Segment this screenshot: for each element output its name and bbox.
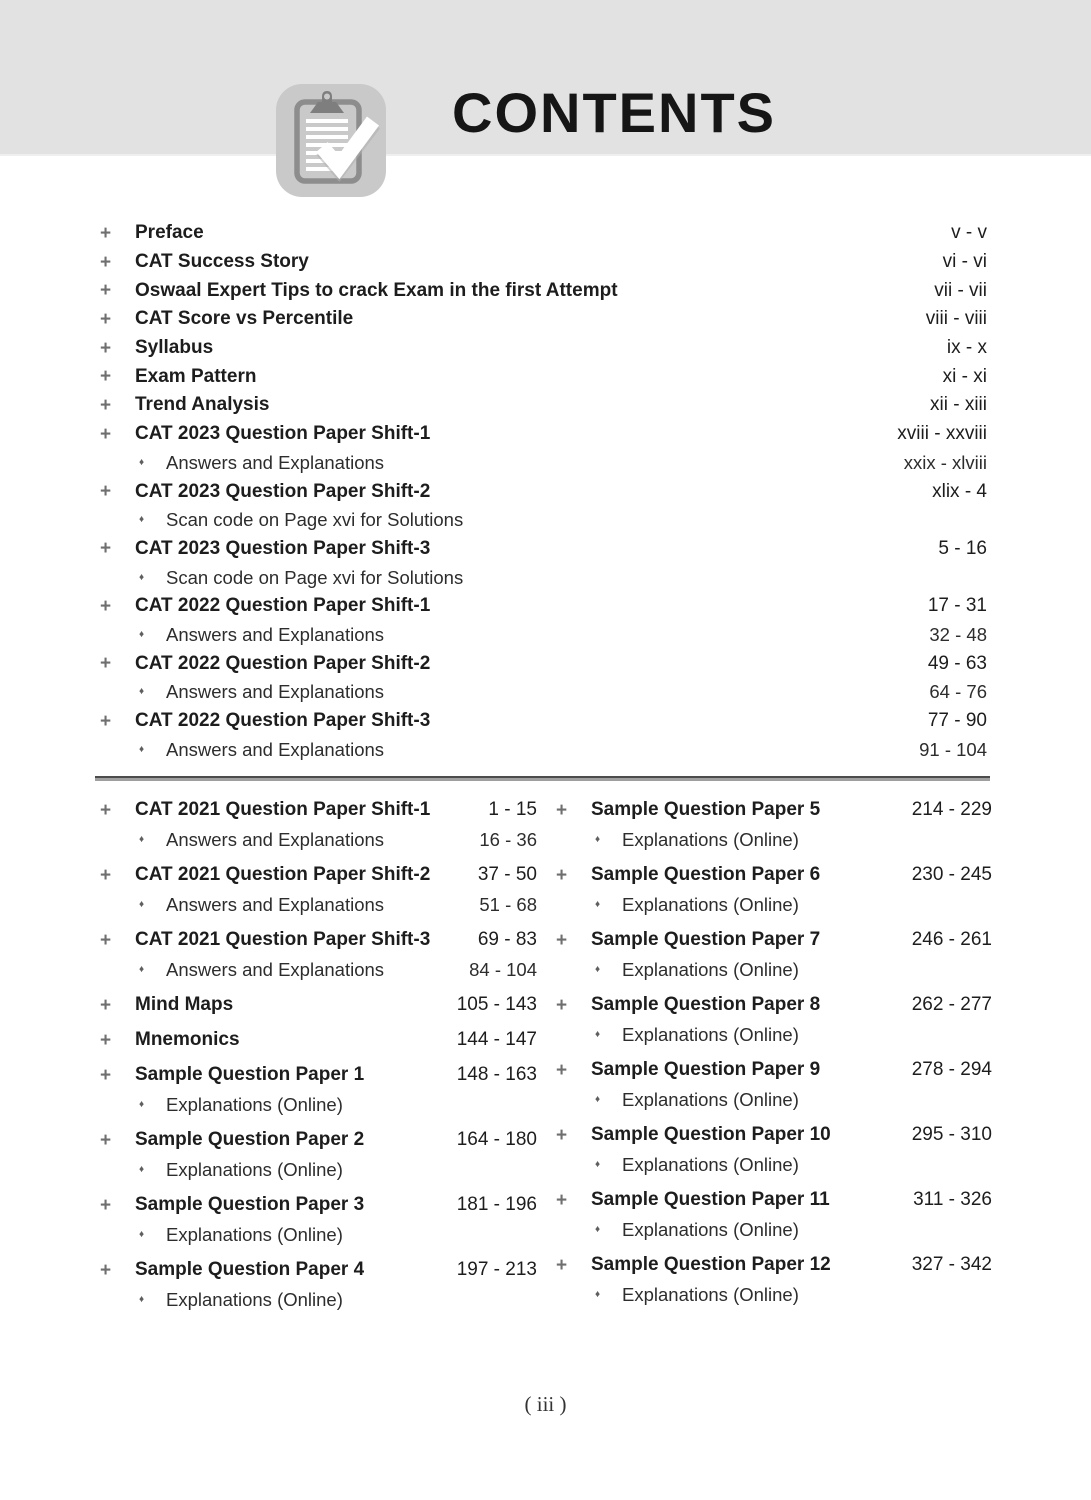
- toc-subentry: [100, 735, 987, 764]
- toc-subentry: [556, 825, 992, 855]
- entry-pages: 1 - 15: [488, 799, 537, 820]
- toc-entry: [100, 535, 987, 564]
- entry-label: Explanations (Online): [622, 829, 799, 850]
- entry-label: Explanations (Online): [622, 1089, 799, 1110]
- toc-entry: [100, 477, 987, 506]
- plus-bullet-icon: +: [100, 308, 112, 330]
- plus-bullet-icon: +: [100, 929, 112, 951]
- toc-entry: [556, 925, 992, 955]
- diamond-bullet-icon: ♦: [595, 1289, 601, 1300]
- entry-label: Sample Question Paper 7: [591, 929, 821, 950]
- toc-entry: [556, 1055, 992, 1085]
- plus-bullet-icon: +: [100, 653, 112, 675]
- entry-pages: 69 - 83: [477, 929, 537, 950]
- toc-entry: [100, 276, 987, 305]
- plus-bullet-icon: +: [100, 994, 112, 1016]
- diamond-bullet-icon: ♦: [595, 1159, 601, 1170]
- entry-label: Sample Question Paper 4: [135, 1259, 365, 1280]
- entry-label: CAT Success Story: [135, 251, 309, 273]
- diamond-bullet-icon: ♦: [139, 514, 145, 526]
- plus-bullet-icon: +: [100, 423, 112, 445]
- diamond-bullet-icon: ♦: [595, 834, 601, 845]
- diamond-bullet-icon: ♦: [595, 1029, 601, 1040]
- entry-label: Sample Question Paper 9: [591, 1059, 821, 1080]
- entry-pages: 230 - 245: [911, 864, 992, 885]
- toc-subentry: [556, 1085, 992, 1115]
- diamond-bullet-icon: ♦: [139, 1164, 145, 1175]
- toc-entry: [556, 795, 992, 825]
- entry-label: Syllabus: [135, 337, 214, 359]
- entry-pages: 64 - 76: [929, 681, 987, 703]
- toc-entry: [556, 1120, 992, 1150]
- entry-label: Answers and Explanations: [166, 681, 385, 703]
- entry-label: Trend Analysis: [135, 394, 270, 416]
- entry-pages: 51 - 68: [479, 894, 537, 915]
- entry-pages: 144 - 147: [456, 1029, 537, 1050]
- toc-entry: [100, 420, 987, 449]
- diamond-bullet-icon: ♦: [139, 628, 145, 640]
- toc-right-column: [556, 795, 992, 1320]
- toc-subentry: [100, 890, 537, 920]
- entry-label: CAT 2022 Question Paper Shift-2: [135, 652, 431, 674]
- entry-pages: vi - vi: [942, 251, 987, 273]
- toc-entry: [100, 334, 987, 363]
- toc-subentry: [556, 890, 992, 920]
- entry-label: Explanations (Online): [622, 1024, 799, 1045]
- entry-label: Mind Maps: [135, 994, 234, 1015]
- entry-label: Sample Question Paper 10: [591, 1124, 831, 1145]
- toc-entry: [556, 860, 992, 890]
- entry-pages: 16 - 36: [479, 829, 537, 850]
- toc-subentry: [556, 1280, 992, 1310]
- plus-bullet-icon: +: [100, 710, 112, 732]
- toc-group: [556, 990, 992, 1050]
- entry-label: Explanations (Online): [166, 1289, 343, 1310]
- toc-subentry: [100, 955, 537, 985]
- toc-group: [556, 795, 992, 855]
- entry-label: Explanations (Online): [622, 1154, 799, 1175]
- entry-label: Explanations (Online): [622, 894, 799, 915]
- toc-entry: [556, 1250, 992, 1280]
- toc-subentry: [556, 955, 992, 985]
- entry-pages: ix - x: [946, 337, 987, 359]
- entry-label: Explanations (Online): [166, 1159, 343, 1180]
- entry-pages: 327 - 342: [911, 1254, 992, 1275]
- toc-subentry: [100, 1220, 537, 1250]
- entry-label: Explanations (Online): [166, 1224, 343, 1245]
- entry-label: CAT Score vs Percentile: [135, 308, 354, 330]
- entry-pages: v - v: [951, 222, 987, 244]
- toc-group: [100, 1060, 537, 1120]
- plus-bullet-icon: +: [100, 864, 112, 886]
- entry-pages: xviii - xxviii: [897, 423, 987, 445]
- toc-group: [100, 990, 537, 1020]
- plus-bullet-icon: +: [556, 864, 568, 886]
- toc-group: [100, 860, 537, 920]
- entry-pages: 17 - 31: [927, 595, 987, 617]
- entry-pages: xii - xiii: [930, 394, 987, 416]
- toc-subentry: [100, 621, 987, 650]
- entry-pages: 214 - 229: [911, 799, 992, 820]
- toc-entry: [100, 1060, 537, 1090]
- entry-label: Explanations (Online): [622, 1219, 799, 1240]
- entry-label: Explanations (Online): [622, 1284, 799, 1305]
- diamond-bullet-icon: ♦: [139, 743, 145, 755]
- toc-entry: [100, 219, 987, 248]
- entry-pages: viii - viii: [925, 308, 987, 330]
- toc-subentry: [100, 506, 987, 535]
- entry-label: Answers and Explanations: [166, 451, 385, 473]
- diamond-bullet-icon: ♦: [139, 686, 145, 698]
- entry-label: Mnemonics: [135, 1029, 240, 1050]
- entry-label: CAT 2021 Question Paper Shift-1: [135, 799, 431, 820]
- toc-entry: [556, 1185, 992, 1215]
- plus-bullet-icon: +: [100, 799, 112, 821]
- toc-group: [556, 1120, 992, 1180]
- diamond-bullet-icon: ♦: [139, 1294, 145, 1305]
- toc-entry: [100, 1125, 537, 1155]
- entry-pages: 311 - 326: [913, 1189, 992, 1210]
- entry-pages: 278 - 294: [911, 1059, 992, 1080]
- entry-label: CAT 2021 Question Paper Shift-3: [135, 929, 431, 950]
- entry-pages: 197 - 213: [456, 1259, 537, 1280]
- diamond-bullet-icon: ♦: [595, 1224, 601, 1235]
- toc-entry: [100, 362, 987, 391]
- clipboard-check-icon: [276, 84, 386, 197]
- entry-pages: 77 - 90: [927, 710, 987, 732]
- plus-bullet-icon: +: [556, 929, 568, 951]
- toc-group: [100, 1255, 537, 1315]
- toc-group: [100, 1025, 537, 1055]
- toc-entry: [100, 795, 537, 825]
- entry-label: Sample Question Paper 6: [591, 864, 821, 885]
- plus-bullet-icon: +: [100, 1129, 112, 1151]
- toc-subentry: [100, 1090, 537, 1120]
- toc-group: [100, 925, 537, 985]
- entry-pages: 148 - 163: [456, 1064, 537, 1085]
- entry-label: Sample Question Paper 8: [591, 994, 821, 1015]
- entry-label: CAT 2021 Question Paper Shift-2: [135, 864, 431, 885]
- plus-bullet-icon: +: [100, 1194, 112, 1216]
- entry-label: Explanations (Online): [166, 1094, 343, 1115]
- entry-pages: 295 - 310: [911, 1124, 992, 1145]
- toc-entry: [100, 305, 987, 334]
- toc-two-column-section: [100, 795, 992, 1320]
- entry-pages: vii - vii: [934, 279, 987, 301]
- diamond-bullet-icon: ♦: [595, 964, 601, 975]
- plus-bullet-icon: +: [100, 394, 112, 416]
- toc-entry: [100, 248, 987, 277]
- toc-subentry: [556, 1020, 992, 1050]
- diamond-bullet-icon: ♦: [139, 899, 145, 910]
- toc-subentry: [100, 825, 537, 855]
- toc-entry: [100, 649, 987, 678]
- page-title: CONTENTS: [452, 81, 776, 144]
- toc-group: [556, 860, 992, 920]
- plus-bullet-icon: +: [100, 366, 112, 388]
- entry-label: Answers and Explanations: [166, 623, 385, 645]
- entry-pages: 91 - 104: [919, 738, 987, 760]
- plus-bullet-icon: +: [556, 799, 568, 821]
- entry-pages: 164 - 180: [456, 1129, 537, 1150]
- plus-bullet-icon: +: [100, 595, 112, 617]
- entry-label: Exam Pattern: [135, 365, 257, 387]
- entry-label: Answers and Explanations: [166, 738, 385, 760]
- plus-bullet-icon: +: [556, 1189, 568, 1211]
- toc-entry: [556, 990, 992, 1020]
- entry-pages: 5 - 16: [938, 537, 987, 559]
- entry-label: Sample Question Paper 2: [135, 1129, 365, 1150]
- plus-bullet-icon: +: [556, 1254, 568, 1276]
- entry-label: Sample Question Paper 12: [591, 1254, 831, 1275]
- entry-label: CAT 2023 Question Paper Shift-3: [135, 537, 431, 559]
- entry-label: CAT 2023 Question Paper Shift-2: [135, 480, 431, 502]
- section-divider: [95, 776, 990, 781]
- toc-subentry: [100, 1155, 537, 1185]
- toc-entry: [100, 391, 987, 420]
- entry-label: CAT 2022 Question Paper Shift-3: [135, 710, 431, 732]
- entry-label: Preface: [135, 222, 204, 244]
- diamond-bullet-icon: ♦: [595, 899, 601, 910]
- toc-subentry: [100, 678, 987, 707]
- entry-label: CAT 2022 Question Paper Shift-1: [135, 595, 431, 617]
- toc-left-column: [100, 795, 537, 1320]
- entry-label: CAT 2023 Question Paper Shift-1: [135, 423, 431, 445]
- entry-label: Answers and Explanations: [166, 829, 385, 850]
- entry-label: Explanations (Online): [622, 959, 799, 980]
- entry-pages: xxix - xlviii: [903, 451, 987, 473]
- plus-bullet-icon: +: [556, 994, 568, 1016]
- toc-group: [100, 795, 537, 855]
- page-number-footer: ( iii ): [524, 1392, 567, 1416]
- entry-label: Sample Question Paper 3: [135, 1194, 365, 1215]
- toc-entry: [100, 990, 537, 1020]
- toc-group: [556, 1250, 992, 1310]
- entry-label: Oswaal Expert Tips to crack Exam in the first Attempt: [135, 279, 618, 301]
- entry-label: Answers and Explanations: [166, 959, 385, 980]
- toc-entry: [100, 1190, 537, 1220]
- entry-pages: 37 - 50: [477, 864, 537, 885]
- entry-pages: 105 - 143: [456, 994, 537, 1015]
- plus-bullet-icon: +: [556, 1124, 568, 1146]
- entry-pages: 181 - 196: [456, 1194, 537, 1215]
- entry-pages: 32 - 48: [929, 623, 987, 645]
- toc-group: [556, 925, 992, 985]
- toc-group: [556, 1185, 992, 1245]
- entry-label: Sample Question Paper 11: [591, 1189, 830, 1210]
- entry-pages: xi - xi: [942, 365, 987, 387]
- diamond-bullet-icon: ♦: [139, 456, 145, 468]
- entry-pages: 49 - 63: [927, 652, 987, 674]
- toc-entry: [100, 860, 537, 890]
- plus-bullet-icon: +: [100, 538, 112, 560]
- diamond-bullet-icon: ♦: [139, 1229, 145, 1240]
- plus-bullet-icon: +: [100, 1259, 112, 1281]
- toc-entry: [100, 707, 987, 736]
- toc-entry: [100, 592, 987, 621]
- entry-label: Scan code on Page xvi for Solutions: [166, 566, 464, 588]
- toc-list-top: [100, 219, 987, 764]
- plus-bullet-icon: +: [100, 481, 112, 503]
- entry-pages: 84 - 104: [469, 959, 537, 980]
- toc-subentry: [556, 1215, 992, 1245]
- plus-bullet-icon: +: [100, 337, 112, 359]
- diamond-bullet-icon: ♦: [595, 1094, 601, 1105]
- plus-bullet-icon: +: [100, 251, 112, 273]
- toc-subentry: [100, 1285, 537, 1315]
- entry-pages: xlix - 4: [932, 480, 987, 502]
- toc-entry: [100, 1255, 537, 1285]
- entry-label: Scan code on Page xvi for Solutions: [166, 509, 464, 531]
- toc-group: [100, 1190, 537, 1250]
- entry-label: Sample Question Paper 1: [135, 1064, 365, 1085]
- toc-subentry: [100, 563, 987, 592]
- plus-bullet-icon: +: [100, 222, 112, 244]
- entry-label: Answers and Explanations: [166, 894, 385, 915]
- entry-pages: 262 - 277: [911, 994, 992, 1015]
- toc-group: [556, 1055, 992, 1115]
- diamond-bullet-icon: ♦: [139, 1099, 145, 1110]
- entry-pages: 246 - 261: [911, 929, 992, 950]
- plus-bullet-icon: +: [100, 1029, 112, 1051]
- entry-label: Sample Question Paper 5: [591, 799, 821, 820]
- toc-entry: [100, 925, 537, 955]
- toc-subentry: [556, 1150, 992, 1180]
- toc-subentry: [100, 449, 987, 478]
- diamond-bullet-icon: ♦: [139, 964, 145, 975]
- toc-entry: [100, 1025, 537, 1055]
- diamond-bullet-icon: ♦: [139, 834, 145, 845]
- plus-bullet-icon: +: [556, 1059, 568, 1081]
- toc-group: [100, 1125, 537, 1185]
- plus-bullet-icon: +: [100, 280, 112, 302]
- diamond-bullet-icon: ♦: [139, 571, 145, 583]
- plus-bullet-icon: +: [100, 1064, 112, 1086]
